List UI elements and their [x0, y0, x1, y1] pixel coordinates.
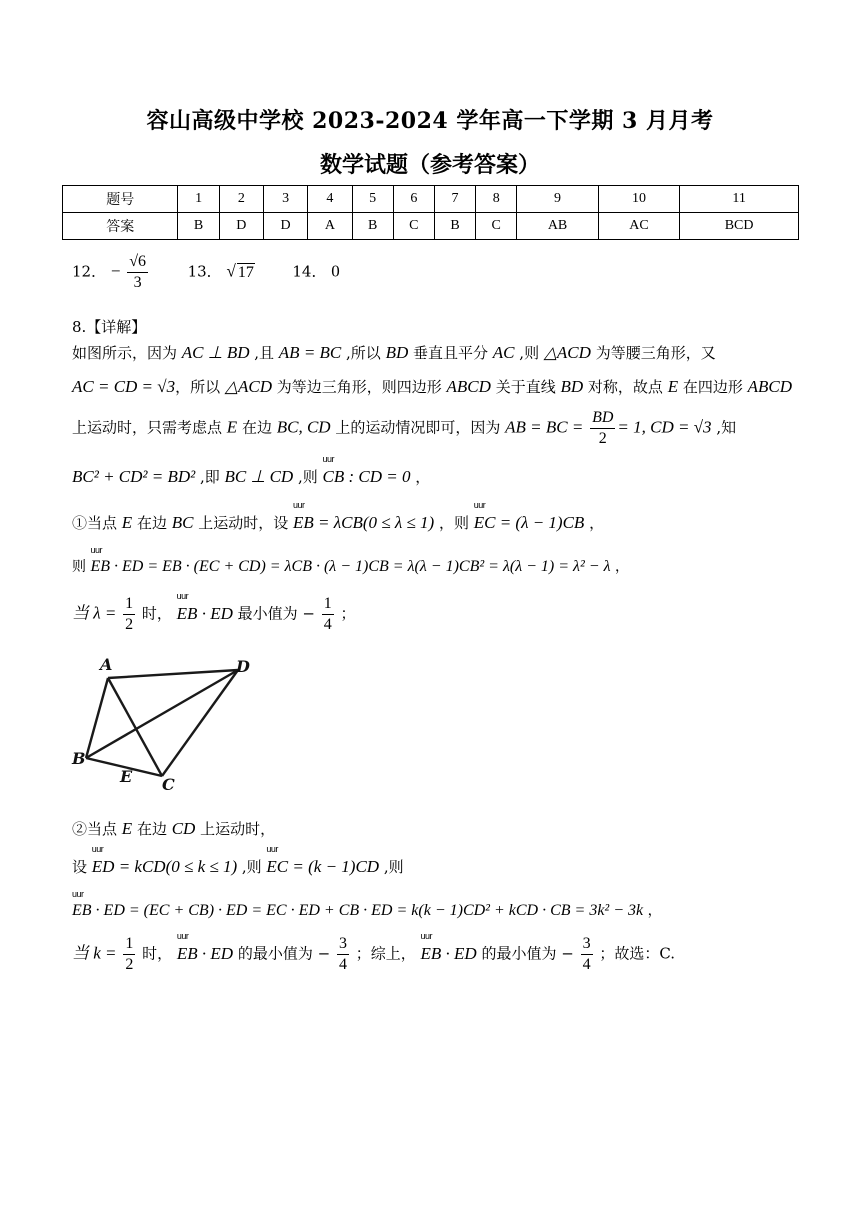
q13-label: 13．	[187, 262, 222, 281]
numerator: 1	[322, 594, 334, 615]
q12-denominator: 3	[133, 274, 142, 291]
case1-line-1	[72, 512, 604, 533]
math-vector: uur EB = λCB(0 ≤ λ ≤ 1)	[293, 513, 434, 533]
text: 上运动时，设	[193, 514, 293, 532]
case1-line-2	[72, 556, 629, 576]
question-number-cell: 6	[393, 186, 434, 213]
case1-line-3	[72, 594, 356, 635]
math: E	[121, 513, 133, 532]
fraction-one-half	[123, 594, 135, 635]
text: ②当点	[72, 820, 122, 838]
math: AC	[492, 343, 515, 362]
math-vector: uur EB · ED	[177, 944, 233, 964]
q12-numerator: √6	[127, 252, 148, 273]
denominator: 4	[323, 616, 332, 633]
diagonal-bd	[86, 670, 238, 758]
answer-cell: B	[352, 213, 393, 240]
text: 时，	[137, 604, 177, 623]
label-a: A	[100, 655, 113, 674]
text: 上的运动情况即可，因为	[330, 418, 506, 437]
text: ,且	[249, 344, 279, 362]
question-number-cell: 10	[598, 186, 679, 213]
text: 上运动时，只需考虑点	[72, 418, 227, 437]
question-number-cell: 2	[219, 186, 263, 213]
text: ；综上，	[350, 944, 421, 963]
answer-cell: A	[308, 213, 352, 240]
text: 在边	[132, 820, 172, 838]
answer-cell: C	[476, 213, 517, 240]
text: ,则	[293, 468, 323, 486]
text: 关于直线	[490, 378, 561, 396]
math-vector: uur CB : CD = 0	[323, 467, 411, 487]
question-number-cell: 4	[308, 186, 352, 213]
fraction-bd-over-2	[590, 408, 615, 449]
fraction-one-quarter	[322, 594, 334, 635]
numerator: 3	[337, 934, 349, 955]
figure-edges	[86, 670, 238, 776]
text: 上运动时，	[195, 820, 276, 838]
text: ，所以	[175, 378, 225, 396]
answer-table	[62, 185, 799, 240]
question-number-cell: 11	[680, 186, 799, 213]
answer-cell: BCD	[680, 213, 799, 240]
question-number-cell: 9	[517, 186, 598, 213]
text: 时，	[137, 944, 177, 963]
answer-cell: B	[178, 213, 219, 240]
denominator: 4	[582, 956, 591, 973]
fraction-three-quarters	[337, 934, 349, 975]
label-e: E	[120, 767, 133, 786]
case2-line-2	[72, 856, 404, 877]
text: ，	[410, 468, 431, 486]
text: ，	[610, 559, 629, 575]
label-b: B	[72, 749, 86, 768]
denominator: 2	[598, 430, 607, 447]
text: 的最小值为 −	[233, 944, 331, 963]
page-subtitle: 数学试题（参考答案）	[319, 152, 540, 178]
answer-cell: D	[263, 213, 307, 240]
denominator: 2	[125, 956, 134, 973]
text: 为等腰三角形，又	[590, 344, 716, 362]
math: 当 λ =	[72, 603, 117, 623]
text: 最小值为 −	[232, 604, 315, 623]
text: 对称，故点	[583, 378, 668, 396]
math: 当 k =	[72, 943, 117, 963]
math-vector: uur ED = kCD(0 ≤ k ≤ 1)	[92, 857, 237, 877]
solution-para-2	[72, 376, 792, 397]
text: 在边	[132, 514, 172, 532]
case2-line-3	[72, 900, 662, 920]
math: BC	[171, 513, 194, 532]
q14-label: 14．	[292, 262, 327, 281]
text: ,则	[379, 858, 404, 876]
fraction-one-half	[123, 934, 135, 975]
text: ①当点	[72, 514, 122, 532]
label-c: C	[162, 775, 175, 794]
text: ,即	[195, 468, 225, 486]
math: AC ⊥ BD	[181, 343, 250, 362]
math-vector: uur EC = (k − 1)CD	[266, 857, 379, 877]
math: BC ⊥ CD	[224, 467, 294, 486]
edge-cd	[162, 670, 238, 776]
q12-label: 12．	[72, 262, 107, 281]
fraction-three-quarters	[581, 934, 593, 975]
text: ，	[584, 514, 605, 532]
solution-para-3	[72, 408, 736, 449]
label-d: D	[236, 657, 250, 676]
text: ；	[335, 604, 356, 623]
math-vector: uur EC = (λ − 1)CB	[474, 513, 585, 533]
math-vector: uur EB · ED	[420, 944, 476, 964]
text: ，	[643, 903, 662, 919]
case2-line-1	[72, 818, 275, 839]
question-number-cell: 7	[434, 186, 475, 213]
text: 则	[72, 559, 91, 575]
math: BC, CD	[276, 417, 331, 437]
math: = 1, CD = √3	[617, 417, 712, 437]
fill-in-answers: 12． − $\frac{√6}{3}$ 13． √ 17 14． 0	[72, 253, 340, 291]
answer-label-cell: 答案	[63, 213, 178, 240]
question-number-cell: 8	[476, 186, 517, 213]
math: AC = CD = √3	[72, 377, 176, 396]
numerator: 3	[581, 934, 593, 955]
math: AB = BC =	[505, 417, 584, 437]
text: 设	[72, 858, 92, 876]
q14-value: 0	[331, 261, 340, 281]
solution-para-1	[72, 342, 716, 363]
math: BD	[560, 377, 584, 396]
answer-cell: AB	[517, 213, 598, 240]
math-vector: uur EB · ED	[177, 604, 233, 624]
text: 在四边形	[678, 378, 748, 396]
text: 在边	[237, 418, 277, 437]
numerator: 1	[123, 594, 135, 615]
math: ABCD	[747, 377, 793, 396]
numerator: 1	[123, 934, 135, 955]
math: E	[226, 417, 238, 437]
question-number-cell: 5	[352, 186, 393, 213]
text: ,所以	[341, 344, 386, 362]
answer-cell: AC	[598, 213, 679, 240]
diagonal-ac	[108, 678, 162, 776]
text: ,则	[514, 344, 544, 362]
math-vector: uur EB · ED = (EC + CB) · ED = EC · ED + CB · ED = k(k − 1)CD² + kCD · CB = 3k² − 3k	[72, 902, 643, 920]
text: ,知	[711, 418, 737, 437]
math: △ACD	[224, 377, 272, 396]
math: BD	[385, 343, 409, 362]
q13-root: 17	[237, 263, 254, 281]
math: E	[121, 819, 133, 838]
answer-table-answer-row	[63, 213, 799, 240]
answer-table-header-row	[63, 186, 799, 213]
math: E	[667, 377, 679, 396]
numerator: BD	[590, 408, 615, 429]
math-vector: uur EB · ED = EB · (EC + CD) = λCB · (λ − 1)CB = λ(λ − 1)CB² = λ(λ − 1) = λ² − λ	[90, 558, 610, 576]
q12-sign: −	[110, 261, 121, 281]
text: ，则	[434, 514, 474, 532]
math: BC² + CD² = BD²	[72, 467, 196, 486]
question-number-cell: 3	[263, 186, 307, 213]
denominator: 2	[125, 616, 134, 633]
math: △ACD	[543, 343, 591, 362]
text: 为等边三角形，则四边形	[271, 378, 447, 396]
answer-cell: B	[434, 213, 475, 240]
text: ,则	[237, 858, 267, 876]
math: CD	[171, 819, 196, 838]
q12-fraction	[127, 252, 148, 293]
answer-cell: C	[393, 213, 434, 240]
answer-cell: D	[219, 213, 263, 240]
question-number-cell: 1	[178, 186, 219, 213]
math: AB = BC	[278, 343, 342, 362]
text: 垂直且平分	[408, 344, 493, 362]
page-title: 容山高级中学校 2023-2024 学年高一下学期 3 月月考	[146, 108, 714, 134]
text: 的最小值为 −	[476, 944, 574, 963]
case2-line-4	[72, 934, 675, 975]
edge-ad	[108, 670, 238, 678]
header-label-cell: 题号	[63, 186, 178, 213]
text: 如图所示，因为	[72, 344, 182, 362]
text: ；故选：C.	[594, 944, 676, 963]
quadrilateral-figure	[70, 650, 260, 810]
solution-para-4	[72, 466, 430, 487]
solution-heading: 8.【详解】	[72, 318, 147, 336]
denominator: 4	[338, 956, 347, 973]
math: ABCD	[446, 377, 491, 396]
